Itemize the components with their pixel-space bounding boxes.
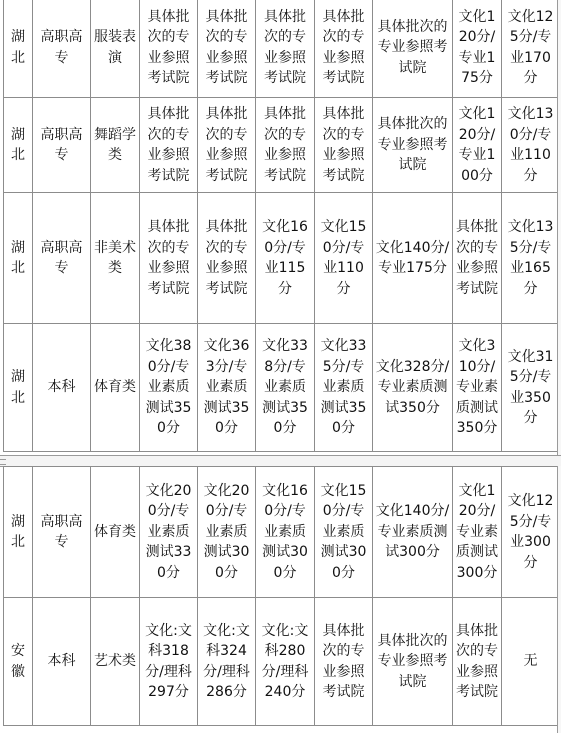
category-cell: 服装表演 [91, 0, 140, 98]
score-cell: 具体批次的专业参照考试院 [315, 598, 373, 726]
score-cell: 文化140分/专业素质测试300分 [373, 467, 453, 598]
table-row [4, 193, 560, 324]
table-row [4, 467, 560, 598]
score-cell: 具体批次的专业参照考试院 [256, 98, 315, 193]
admission-score-table-bottom [3, 466, 560, 726]
score-cell: 具体批次的专业参照考试院 [198, 193, 256, 324]
score-cell: 具体批次的专业参照考试院 [140, 193, 198, 324]
province-cell: 湖北 [4, 193, 33, 324]
province-cell: 湖北 [4, 0, 33, 98]
right-edge-strip [557, 0, 561, 455]
score-cell: 具体批次的专业参照考试院 [373, 598, 453, 726]
score-cell: 具体批次的专业参照考试院 [140, 98, 198, 193]
score-cell: 具体批次的专业参照考试院 [373, 0, 453, 98]
score-cell: 具体批次的专业参照考试院 [140, 0, 198, 98]
score-cell: 具体批次的专业参照考试院 [198, 0, 256, 98]
category-cell: 舞蹈学类 [91, 98, 140, 193]
category-cell: 非美术类 [91, 193, 140, 324]
score-cell: 无 [502, 598, 560, 726]
score-cell: 文化338分/专业素质测试350分 [256, 324, 315, 452]
province-cell: 湖北 [4, 324, 33, 452]
table-row [4, 324, 560, 452]
score-cell: 文化315分/专业350分 [502, 324, 560, 452]
province-cell: 湖北 [4, 98, 33, 193]
level-cell: 本科 [33, 598, 91, 726]
score-cell: 具体批次的专业参照考试院 [453, 193, 502, 324]
divider-edge [0, 459, 6, 465]
category-cell: 体育类 [91, 324, 140, 452]
province-cell: 安徽 [4, 598, 33, 726]
table-row [4, 98, 560, 193]
level-cell: 高职高专 [33, 467, 91, 598]
score-cell: 具体批次的专业参照考试院 [256, 0, 315, 98]
score-cell: 文化:文科318分/理科297分 [140, 598, 198, 726]
table-row [4, 0, 560, 98]
score-cell: 文化140分/专业175分 [373, 193, 453, 324]
score-cell: 文化328分/专业素质测试350分 [373, 324, 453, 452]
admission-score-table-top [3, 0, 560, 452]
table-row [4, 598, 560, 726]
score-cell: 文化120分/专业素质测试300分 [453, 467, 502, 598]
score-cell: 文化150分/专业110分 [315, 193, 373, 324]
province-cell: 湖北 [4, 467, 33, 598]
score-cell: 文化130分/专业110分 [502, 98, 560, 193]
score-cell: 文化125分/专业170分 [502, 0, 560, 98]
score-cell: 文化200分/专业素质测试330分 [140, 467, 198, 598]
right-edge-strip [557, 466, 561, 733]
score-cell: 具体批次的专业参照考试院 [453, 598, 502, 726]
level-cell: 高职高专 [33, 193, 91, 324]
score-cell: 文化:文科324分/理科286分 [198, 598, 256, 726]
score-cell: 文化200分/专业素质测试300分 [198, 467, 256, 598]
score-cell: 文化160分/专业115分 [256, 193, 315, 324]
score-cell: 文化380分/专业素质测试350分 [140, 324, 198, 452]
score-cell: 文化135分/专业165分 [502, 193, 560, 324]
score-cell: 文化310分/专业素质测试350分 [453, 324, 502, 452]
score-cell: 文化335分/专业素质测试350分 [315, 324, 373, 452]
score-cell: 文化120分/专业100分 [453, 98, 502, 193]
category-cell: 艺术类 [91, 598, 140, 726]
level-cell: 本科 [33, 324, 91, 452]
category-cell: 体育类 [91, 467, 140, 598]
level-cell: 高职高专 [33, 0, 91, 98]
score-cell: 具体批次的专业参照考试院 [198, 98, 256, 193]
score-cell: 文化:文科280分/理科240分 [256, 598, 315, 726]
level-cell: 高职高专 [33, 98, 91, 193]
score-cell: 文化120分/专业175分 [453, 0, 502, 98]
score-cell: 具体批次的专业参照考试院 [315, 98, 373, 193]
score-cell: 文化363分/专业素质测试350分 [198, 324, 256, 452]
score-cell: 文化150分/专业素质测试300分 [315, 467, 373, 598]
score-cell: 具体批次的专业参照考试院 [373, 98, 453, 193]
score-cell: 具体批次的专业参照考试院 [315, 0, 373, 98]
score-cell: 文化125分/专业300分 [502, 467, 560, 598]
score-cell: 文化160分/专业素质测试300分 [256, 467, 315, 598]
